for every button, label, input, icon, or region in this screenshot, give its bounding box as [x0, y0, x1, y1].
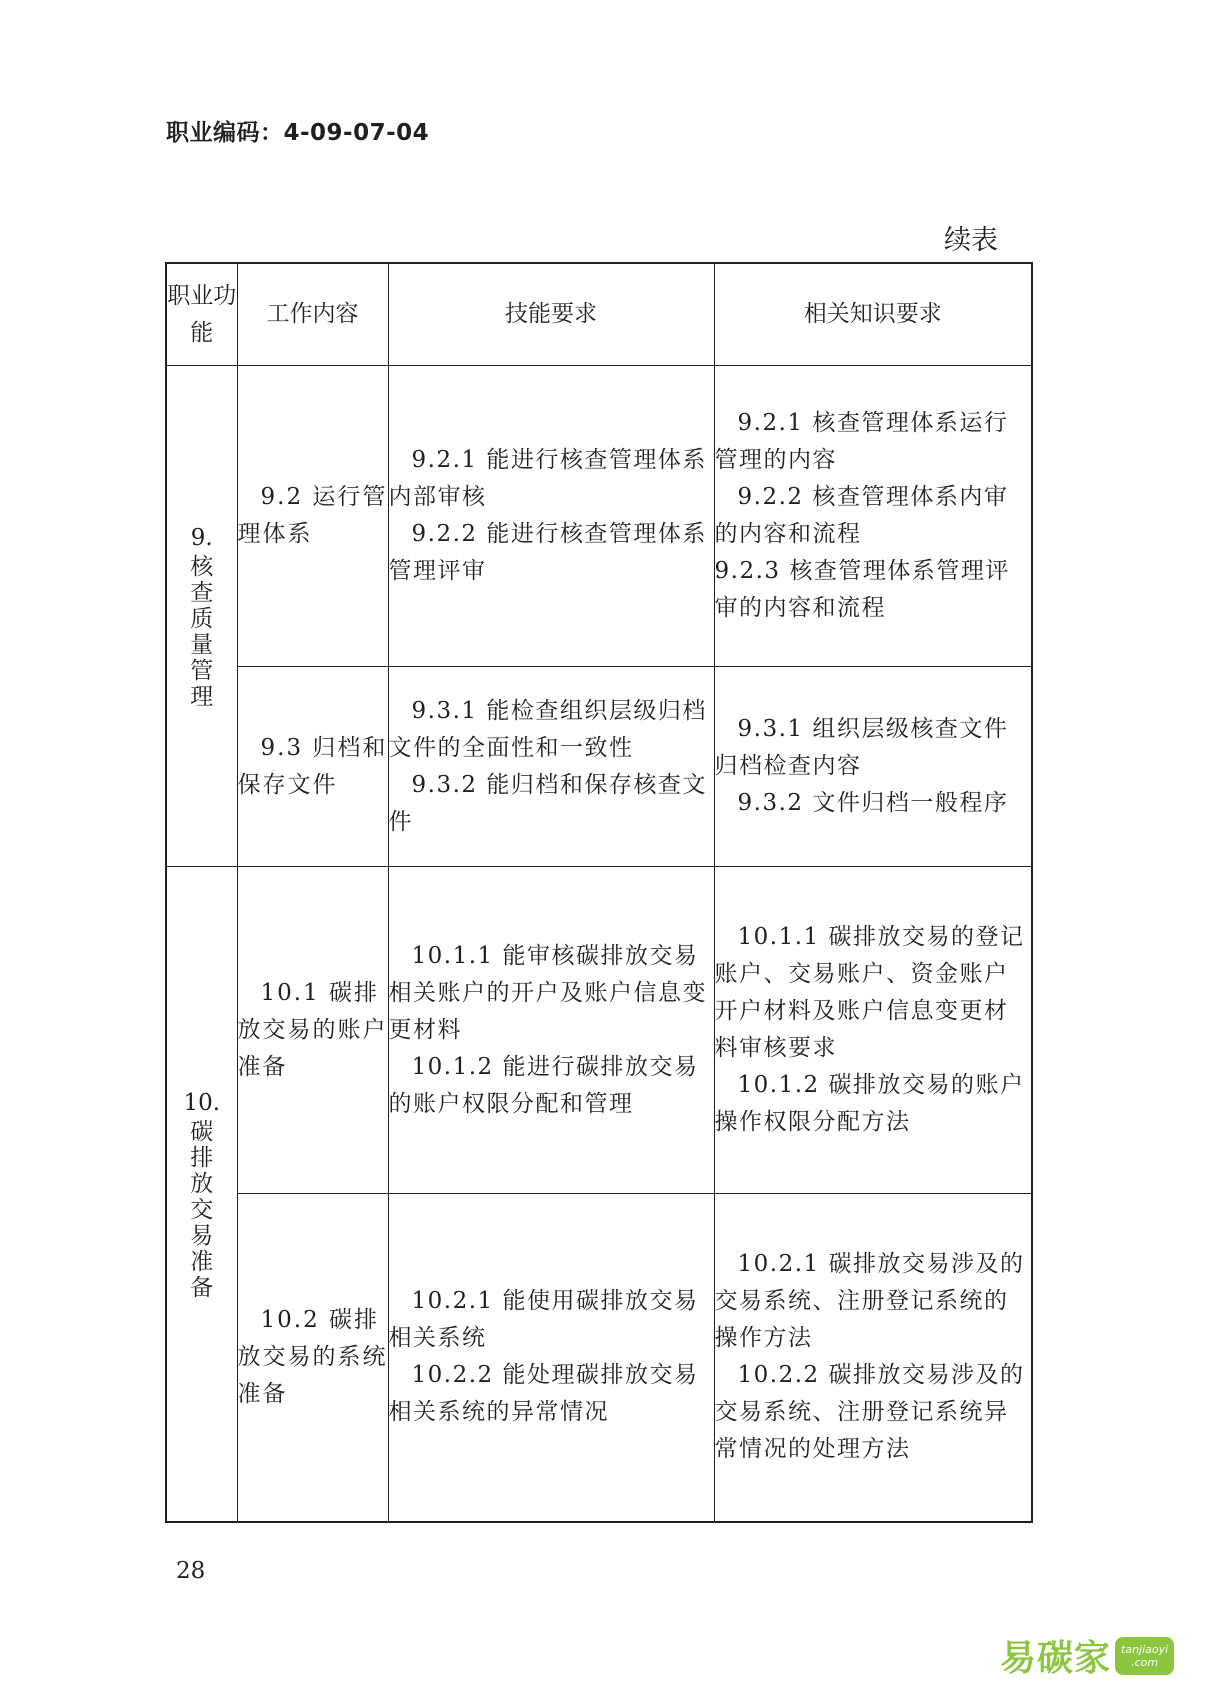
table-header-row — [166, 263, 1032, 366]
table-row — [166, 366, 1032, 667]
knowledge-item: 9.3.1 组织层级核查文件归档检查内容 — [714, 716, 1009, 779]
knowledge-cell — [714, 366, 1032, 667]
skills-table — [165, 262, 1033, 1523]
table-row — [166, 1194, 1032, 1522]
skill-cell — [388, 366, 714, 667]
knowledge-item: 9.2.2 核查管理体系内审的内容和流程 — [714, 484, 1009, 547]
work-content-cell — [237, 867, 388, 1194]
knowledge-cell — [714, 867, 1032, 1194]
function-number: 9. — [190, 525, 213, 551]
watermark-badge-line2: .com — [1131, 1655, 1159, 1669]
work-content-text: 10.2 碳排放交易的系统准备 — [237, 1306, 388, 1407]
watermark-badge-line1: tanjiaoyi — [1121, 1642, 1169, 1656]
skill-item: 9.2.2 能进行核查管理体系管理评审 — [388, 521, 707, 584]
header-function: 职业功能 — [166, 263, 237, 366]
knowledge-item: 10.1.2 碳排放交易的账户操作权限分配方法 — [714, 1072, 1025, 1135]
knowledge-item: 9.3.2 文件归档一般程序 — [737, 790, 1009, 816]
occupation-code: 职业编码：4-09-07-04 — [166, 120, 430, 146]
skill-item: 10.2.2 能处理碳排放交易相关系统的异常情况 — [388, 1362, 699, 1426]
skill-item: 10.1.2 能进行碳排放交易的账户权限分配和管理 — [388, 1053, 699, 1117]
knowledge-item: 10.1.1 碳排放交易的登记账户、交易账户、资金账户开户材料及账户信息变更材料审核要求 — [714, 924, 1025, 1061]
skill-item: 9.2.1 能进行核查管理体系内部审核 — [388, 447, 707, 510]
function-cell-9 — [166, 366, 237, 867]
watermark-brand: 易碳家 — [1000, 1638, 1112, 1679]
knowledge-item: 10.2.1 碳排放交易涉及的交易系统、注册登记系统的操作方法 — [714, 1251, 1025, 1352]
skill-item: 10.1.1 能审核碳排放交易相关账户的开户及账户信息变更材料 — [388, 942, 707, 1043]
skill-cell — [388, 867, 714, 1194]
skill-item: 9.3.2 能归档和保存核查文件 — [388, 771, 707, 835]
knowledge-cell — [714, 1194, 1032, 1522]
function-cell-10 — [166, 867, 237, 1522]
work-content-text: 9.2 运行管理体系 — [237, 484, 388, 547]
table-row — [166, 867, 1032, 1194]
function-name: 核查质量管理 — [190, 554, 214, 710]
work-content-cell — [237, 1194, 388, 1522]
knowledge-item: 9.2.3 核查管理体系管理评审的内容和流程 — [714, 558, 1010, 621]
continued-label: 续表 — [944, 225, 998, 256]
watermark — [1000, 1630, 1174, 1681]
function-name: 碳排放交易准备 — [190, 1118, 214, 1301]
knowledge-item: 10.2.2 碳排放交易涉及的交易系统、注册登记系统异常情况的处理方法 — [714, 1362, 1025, 1463]
skill-item: 9.3.1 能检查组织层级归档文件的全面性和一致性 — [388, 697, 707, 761]
header-work-content: 工作内容 — [237, 263, 388, 366]
watermark-badge — [1115, 1637, 1174, 1675]
work-content-cell — [237, 366, 388, 667]
work-content-text: 10.1 碳排放交易的账户准备 — [237, 979, 388, 1080]
work-content-cell — [237, 667, 388, 867]
skill-item: 10.2.1 能使用碳排放交易相关系统 — [388, 1288, 699, 1352]
work-content-text: 9.3 归档和保存文件 — [237, 734, 388, 798]
function-number: 10. — [183, 1089, 221, 1116]
knowledge-cell — [714, 667, 1032, 867]
page-number: 28 — [176, 1558, 206, 1584]
table-row — [166, 667, 1032, 867]
knowledge-item: 9.2.1 核查管理体系运行管理的内容 — [714, 410, 1009, 473]
skill-cell — [388, 667, 714, 867]
header-knowledge-requirements: 相关知识要求 — [714, 263, 1032, 366]
skill-cell — [388, 1194, 714, 1522]
header-skill-requirements: 技能要求 — [388, 263, 714, 366]
